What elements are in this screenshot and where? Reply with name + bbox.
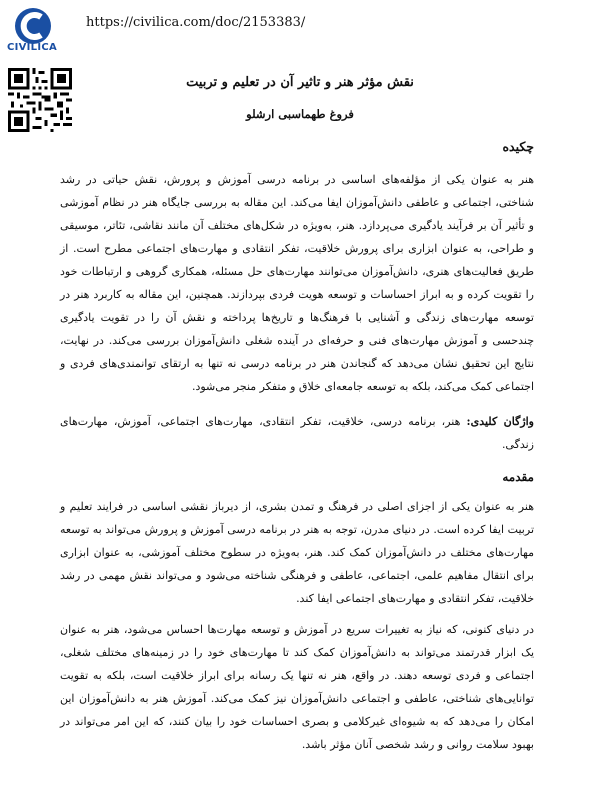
paper-title: نقش مؤثر هنر و تاثیر آن در تعلیم و تربیت (186, 75, 414, 90)
document-url[interactable]: https://civilica.com/doc/2153383/ (86, 15, 306, 30)
keywords (60, 410, 534, 456)
paper-author: فروغ طهماسبی ارشلو (246, 107, 354, 121)
civilica-logo-mark (6, 6, 60, 46)
abstract-text: هنر به عنوان یکی از مؤلفه‌های اساسی در برنامه درسی آموزش و پرورش، نقش حیاتی در رشد شناختی، اجتماعی و عاطفی دانش‌آموزان ایفا می‌کند. این مقاله به بررسی جایگاه هنر در نظام آموزشی و تأثیر آن بر فرآیند یادگیری می‌پردازد. هنر، به‌ویژه در شکل‌های مختلف آن مانند نقاشی، تئاتر، موسیقی و طراحی، به عنوان ابزاری برای پرورش خلاقیت، تفکر انتقادی و مهارت‌های اجتماعی مطرح است. از طریق فعالیت‌های هنری، دانش‌آموزان می‌توانند مهارت‌های حل مسئله، همکاری گروهی و ارتباطات خود را تقویت کرده و به ابراز احساسات و توسعه هویت فردی بپردازند. همچنین، این مقاله به کاربرد هنر در توسعه مهارت‌های زندگی و آشنایی با فرهنگ‌ها و تاریخ‌ها پرداخته و نقش آن را در تقویت یادگیری چندحسی و آموزش مهارت‌های فنی و حرفه‌ای در آینده شغلی دانش‌آموزان بررسی می‌کند. در نهایت، نتایج این تحقیق نشان می‌دهد که گنجاندن هنر در برنامه درسی نه تنها به ارتقای توانمندی‌های فردی و اجتماعی کمک می‌کند، بلکه به توسعه جامعه‌ای خلاق و متفکر منجر می‌شود. (60, 173, 534, 393)
logo-text: CIVILICA (6, 42, 58, 53)
document-body (60, 135, 534, 764)
intro-paragraph-1: هنر به عنوان یکی از اجزای اصلی در فرهنگ و تمدن بشری، از دیرباز نقشی اساسی در فرایند تعلیم و تربیت ایفا کرده است. در دنیای مدرن، توجه به هنر در برنامه درسی آموزش و پرورش می‌تواند به توسعه مهارت‌های مختلف در دانش‌آموزان کمک کند. هنر، به‌ویژه در سطوح مختلف آموزشی، به عنوان ابزاری برای انتقال مفاهیم علمی، اجتماعی، عاطفی و فرهنگی شناخته می‌شود و می‌تواند نقش مهمی در رشد خلاقیت، تفکر انتقادی و مهارت‌های اجتماعی ایفا کند. (60, 500, 534, 605)
keywords-label: واژگان کلیدی: (466, 415, 534, 428)
intro-paragraph-2: در دنیای کنونی، که نیاز به تغییرات سریع در آموزش و توسعه مهارت‌ها احساس می‌شود، هنر به عنوان یک ابزار قدرتمند می‌تواند به دانش‌آموزان کمک کند تا مهارت‌های خود را در زمینه‌های مختلف شغلی، اجتماعی و فردی توسعه دهند. در واقع، هنر نه تنها یک رسانه برای ابراز خلاقیت است، بلکه به تقویت توانایی‌های شناختی، عاطفی و اجتماعی دانش‌آموزان نیز کمک می‌کند. آموزش هنر به دانش‌آموزان این امکان را می‌دهد که به شیوه‌ای غیرکلامی و بصری احساسات خود را بیان کنند، که این امر می‌تواند در بهبود سلامت روانی و رشد شخصی آنان مؤثر باشد. (60, 623, 534, 751)
intro-heading: مقدمه (502, 470, 534, 484)
keywords-text: هنر، برنامه درسی، خلاقیت، تفکر انتقادی، مهارت‌های اجتماعی، آموزش، مهارت‌های زندگی. (60, 415, 534, 451)
abstract-heading: چکیده (502, 139, 534, 154)
